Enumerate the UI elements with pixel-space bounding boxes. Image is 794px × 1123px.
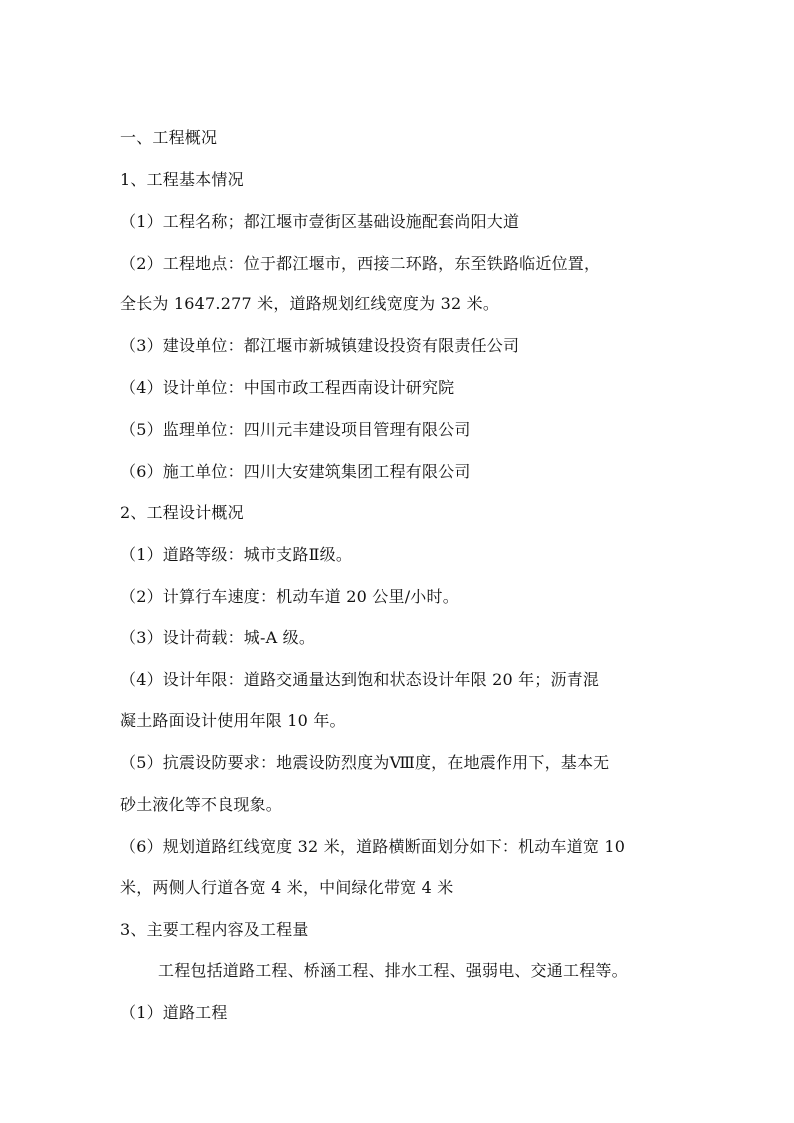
design-load-line: （3）设计荷载：城-A 级。 — [120, 628, 316, 647]
seismic-line-cont: 砂土液化等不良现象。 — [120, 795, 283, 814]
road-grade-line: （1）道路等级：城市支路Ⅱ级。 — [120, 545, 353, 564]
project-length-line: 全长为 1647.277 米，道路规划红线宽度为 32 米。 — [120, 294, 500, 313]
subsection-heading-design: 2、工程设计概况 — [120, 503, 244, 522]
project-location-line: （2）工程地点：位于都江堰市，西接二环路，东至铁路临近位置， — [120, 254, 601, 273]
cross-section-line-cont: 米，两侧人行道各宽 4 米，中间绿化带宽 4 米 — [120, 878, 454, 897]
contractor-unit-line: （6）施工单位：四川大安建筑集团工程有限公司 — [120, 462, 471, 481]
scope-paragraph: 工程包括道路工程、桥涵工程、排水工程、强弱电、交通工程等。 — [158, 961, 628, 980]
road-works-heading: （1）道路工程 — [120, 1003, 228, 1022]
construction-unit-line: （3）建设单位：都江堰市新城镇建设投资有限责任公司 — [120, 336, 520, 355]
supervision-unit-line: （5）监理单位：四川元丰建设项目管理有限公司 — [120, 420, 471, 439]
design-life-line: （4）设计年限：道路交通量达到饱和状态设计年限 20 年；沥青混 — [120, 670, 600, 689]
seismic-line: （5）抗震设防要求：地震设防烈度为Ⅷ度，在地震作用下，基本无 — [120, 753, 610, 772]
design-unit-line: （4）设计单位：中国市政工程西南设计研究院 — [120, 378, 455, 397]
design-speed-line: （2）计算行车速度：机动车道 20 公里/小时。 — [120, 587, 459, 606]
section-heading-overview: 一、工程概况 — [120, 128, 218, 147]
subsection-heading-scope: 3、主要工程内容及工程量 — [120, 920, 309, 939]
cross-section-line: （6）规划道路红线宽度 32 米，道路横断面划分如下：机动车道宽 10 — [120, 837, 626, 856]
project-name-line: （1）工程名称；都江堰市壹街区基础设施配套尚阳大道 — [120, 212, 520, 231]
design-life-line-cont: 凝土路面设计使用年限 10 年。 — [120, 711, 346, 730]
subsection-heading-basic-info: 1、工程基本情况 — [120, 170, 244, 189]
